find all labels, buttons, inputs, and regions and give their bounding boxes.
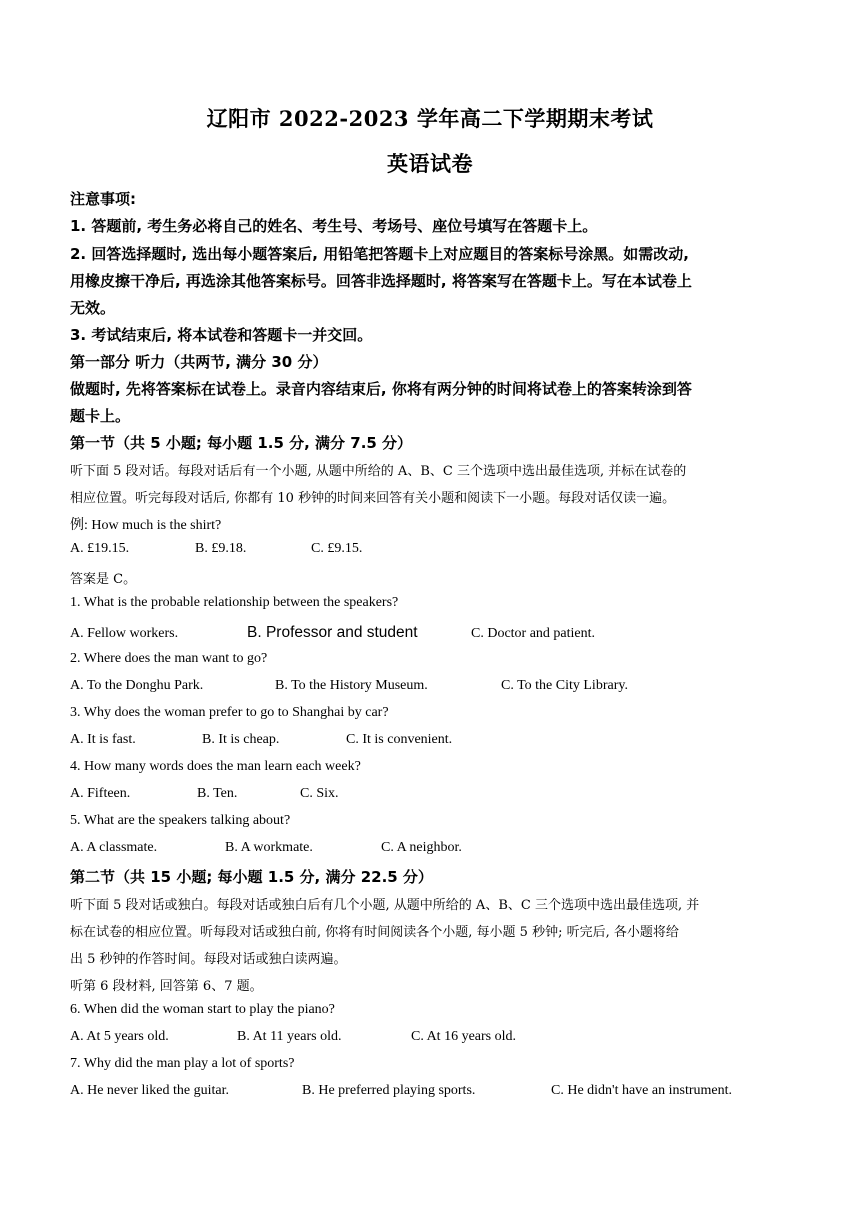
question-3-option-b: B. It is cheap.: [202, 732, 280, 747]
notice-item-1: 1. 答题前, 考生务必将自己的姓名、考生号、考场号、座位号填写在答题卡上。: [70, 217, 598, 235]
question-7: 7. Why did the man play a lot of sports?: [70, 1056, 295, 1071]
question-7-option-b: B. He preferred playing sports.: [302, 1083, 476, 1098]
notice-heading: 注意事项:: [70, 190, 136, 208]
question-1-option-b: B. Professor and student: [247, 624, 418, 641]
section1-heading: 第一节（共 5 小题; 每小题 1.5 分, 满分 7.5 分）: [70, 434, 413, 452]
question-3: 3. Why does the woman prefer to go to Shanghai by car?: [70, 705, 389, 720]
example-question: 例: How much is the shirt?: [70, 518, 222, 533]
section2-instructions-line-1: 听下面 5 段对话或独白。每段对话或独白后有几个小题, 从题中所给的 A、B、C 三个选项中选出最佳选项, 并: [70, 898, 700, 913]
question-5: 5. What are the speakers talking about?: [70, 813, 291, 828]
notice-item-3: 3. 考试结束后, 将本试卷和答题卡一并交回。: [70, 326, 373, 344]
part1-heading: 第一部分 听力（共两节, 满分 30 分）: [70, 353, 328, 371]
question-5-option-c: C. A neighbor.: [381, 840, 462, 855]
example-option-a: A. £19.15.: [70, 541, 130, 556]
question-5-option-b: B. A workmate.: [225, 840, 313, 855]
notice-item-2-line-3: 无效。: [70, 299, 116, 317]
part1-intro-line-2: 题卡上。: [70, 407, 131, 425]
question-2-option-b: B. To the History Museum.: [275, 678, 428, 693]
section2-heading: 第二节（共 15 小题; 每小题 1.5 分, 满分 22.5 分）: [70, 868, 433, 886]
question-3-option-c: C. It is convenient.: [346, 732, 453, 747]
question-2-option-c: C. To the City Library.: [501, 678, 628, 693]
notice-item-2-line-1: 2. 回答选择题时, 选出每小题答案后, 用铅笔把答题卡上对应题目的答案标号涂黑。如需改动,: [70, 245, 689, 263]
question-6-option-c: C. At 16 years old.: [411, 1029, 516, 1044]
question-2-option-a: A. To the Donghu Park.: [70, 678, 204, 693]
question-6-option-a: A. At 5 years old.: [70, 1029, 169, 1044]
question-6-option-b: B. At 11 years old.: [237, 1029, 342, 1044]
example-option-c: C. £9.15.: [311, 541, 363, 556]
question-7-option-a: A. He never liked the guitar.: [70, 1083, 230, 1098]
question-3-option-a: A. It is fast.: [70, 732, 136, 747]
exam-title: 辽阳市 2022-2023 学年高二下学期期末考试: [206, 106, 654, 131]
example-option-b: B. £9.18.: [195, 541, 247, 556]
example-answer: 答案是 C。: [70, 572, 137, 587]
question-4-option-b: B. Ten.: [197, 786, 238, 801]
question-4: 4. How many words does the man learn each week?: [70, 759, 361, 774]
question-1-option-c: C. Doctor and patient.: [471, 626, 596, 641]
section1-instructions-line-1: 听下面 5 段对话。每段对话后有一个小题, 从题中所给的 A、B、C 三个选项中选出最佳选项, 并标在试卷的: [70, 464, 687, 479]
question-1: 1. What is the probable relationship between the speakers?: [70, 595, 399, 610]
question-5-option-a: A. A classmate.: [70, 840, 158, 855]
section1-instructions-line-2: 相应位置。听完每段对话后, 你都有 10 秒钟的时间来回答有关小题和阅读下一小题。每段对话仅读一遍。: [70, 491, 676, 506]
question-1-option-a: A. Fellow workers.: [70, 626, 179, 641]
section2-material: 听第 6 段材料, 回答第 6、7 题。: [70, 979, 263, 994]
part1-intro-line-1: 做题时, 先将答案标在试卷上。录音内容结束后, 你将有两分钟的时间将试卷上的答案转涂到答: [70, 380, 692, 398]
question-2: 2. Where does the man want to go?: [70, 651, 268, 666]
notice-item-2-line-2: 用橡皮擦干净后, 再选涂其他答案标号。回答非选择题时, 将答案写在答题卡上。写在本试卷上: [70, 272, 692, 290]
question-4-option-a: A. Fifteen.: [70, 786, 131, 801]
question-4-option-c: C. Six.: [300, 786, 339, 801]
section2-instructions-line-2: 标在试卷的相应位置。听每段对话或独白前, 你将有时间阅读各个小题, 每小题 5 秒钟; 听完后, 各小题将给: [70, 925, 679, 940]
section2-instructions-line-3: 出 5 秒钟的作答时间。每段对话或独白读两遍。: [70, 952, 347, 967]
exam-subtitle: 英语试卷: [387, 151, 473, 176]
question-6: 6. When did the woman start to play the piano?: [70, 1002, 335, 1017]
question-7-option-c: C. He didn't have an instrument.: [551, 1083, 732, 1098]
